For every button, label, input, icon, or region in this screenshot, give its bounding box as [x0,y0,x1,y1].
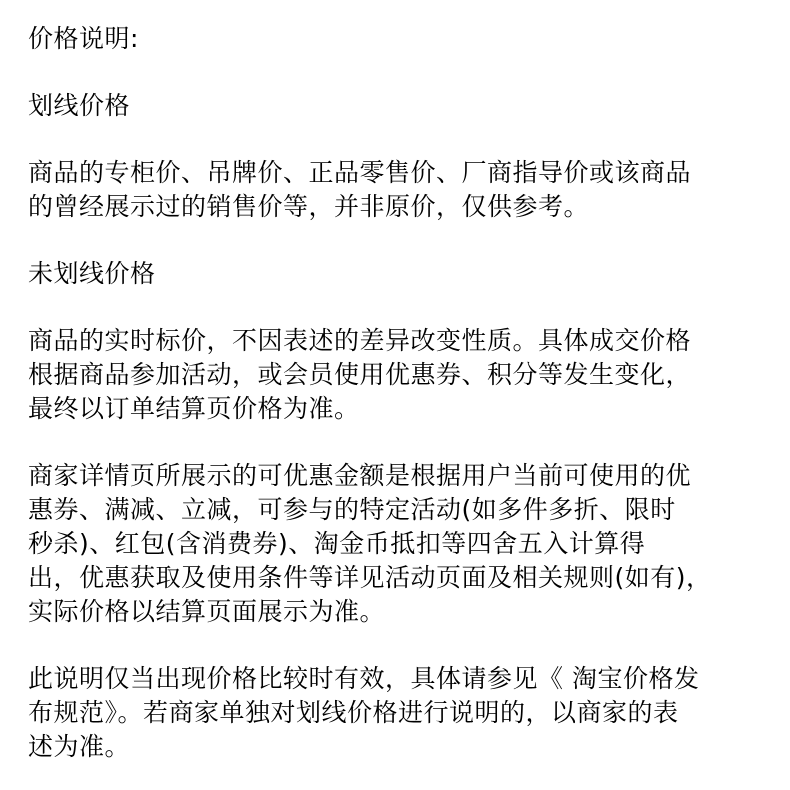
paragraph-line: 述为准。 [28,732,131,761]
paragraph-line: 根据商品参加活动，或会员使用优惠券、积分等发生变化， [28,360,692,389]
spacer [28,629,768,662]
paragraph-discount-amount [28,459,768,629]
paragraph-line: 商家详情页所展示的可优惠金额是根据用户当前可使用的优 [28,461,692,490]
paragraph-line: 此说明仅当出现价格比较时有效，具体请参见《 淘宝价格发 [28,664,700,693]
paragraph-non-strikethrough-price [28,324,768,426]
paragraph-line: 出，优惠获取及使用条件等详见活动页面及相关规则(如有)， [28,563,712,592]
paragraph-line: 惠券、满减、立减，可参与的特定活动(如多件多折、限时 [28,495,676,524]
paragraph-line: 商品的专柜价、吊牌价、正品零售价、厂商指导价或该商品 [28,158,692,187]
spacer [28,56,768,89]
spacer [28,123,768,156]
paragraph-strikethrough-price [28,156,768,224]
paragraph-line: 布规范》。若商家单独对划线价格进行说明的，以商家的表 [28,698,679,727]
spacer [28,426,768,459]
price-explanation-document [28,22,768,764]
spacer [28,224,768,257]
paragraph-line: 秒杀)、红包(含消费券)、淘金币抵扣等四舍五入计算得 [28,529,646,558]
paragraph-closing-note [28,662,768,764]
document-heading: 价格说明: [28,24,139,53]
paragraph-line: 实际价格以结算页面展示为准。 [28,597,386,626]
paragraph-line: 最终以订单结算页价格为准。 [28,394,360,423]
spacer [28,291,768,324]
paragraph-line: 商品的实时标价，不因表述的差异改变性质。具体成交价格 [28,326,692,355]
paragraph-line: 的曾经展示过的销售价等，并非原价，仅供参考。 [28,192,590,221]
section-title-strikethrough-price: 划线价格 [28,91,131,120]
section-title-non-strikethrough-price: 未划线价格 [28,259,156,288]
